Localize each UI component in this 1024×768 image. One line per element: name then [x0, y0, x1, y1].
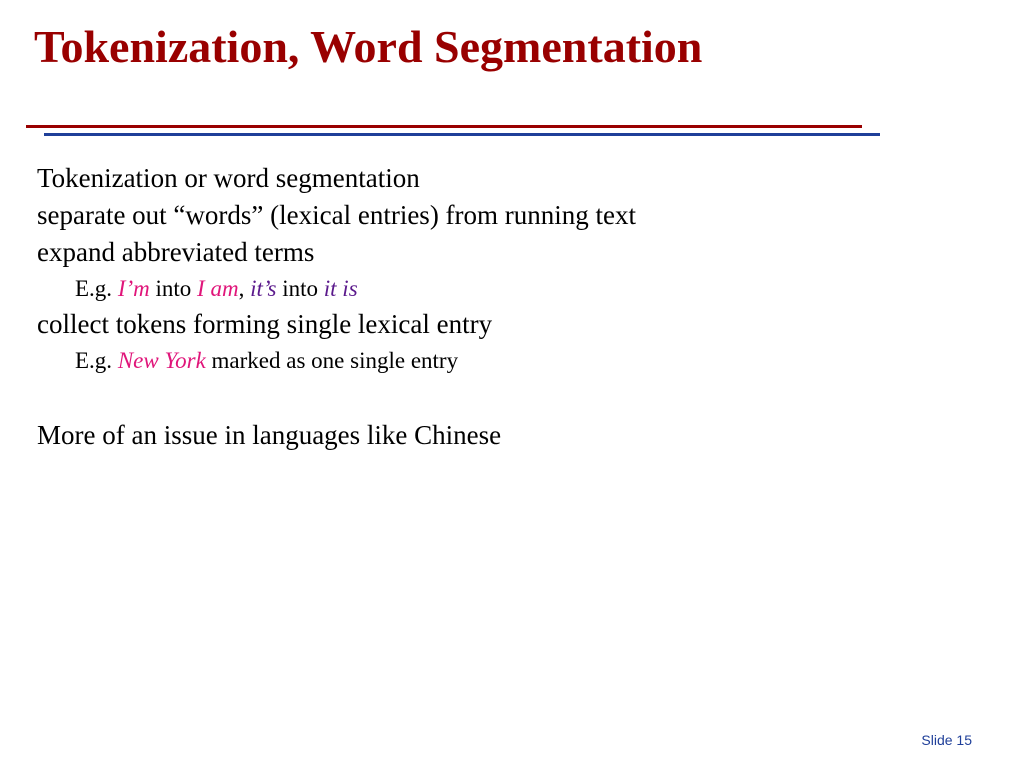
example-prefix: E.g.	[75, 348, 118, 373]
example-contractions	[37, 271, 977, 306]
title-underline-blue	[44, 133, 880, 136]
example-new-york	[37, 343, 977, 378]
bullet-separate-words: separate out “words” (lexical entries) from running text	[37, 200, 637, 230]
bullet-tokenization: Tokenization or word segmentation	[37, 163, 420, 193]
bullet-expand-abbreviations: expand abbreviated terms	[37, 237, 315, 267]
spacer	[37, 378, 977, 417]
example-into-1: into	[149, 276, 198, 301]
slide-body	[37, 160, 977, 454]
bullet-chinese-issue: More of an issue in languages like Chinese	[37, 420, 502, 450]
example-term-im: I’m	[117, 276, 150, 301]
bullet-collect-tokens: collect tokens forming single lexical entry	[37, 309, 493, 339]
example-expansion-i-am: I am	[197, 276, 239, 301]
slide-number: Slide 15	[921, 732, 972, 748]
example-expansion-it-is: it is	[323, 276, 358, 301]
slide-title: Tokenization, Word Segmentation	[34, 21, 703, 72]
example-term-its: it’s	[250, 276, 277, 301]
example-rest: marked as one single entry	[205, 348, 459, 373]
title-underline-red	[26, 125, 862, 128]
example-comma: ,	[238, 276, 251, 301]
example-into-2: into	[276, 276, 324, 301]
example-prefix: E.g.	[75, 276, 118, 301]
example-term-new-york: New York	[117, 348, 206, 373]
